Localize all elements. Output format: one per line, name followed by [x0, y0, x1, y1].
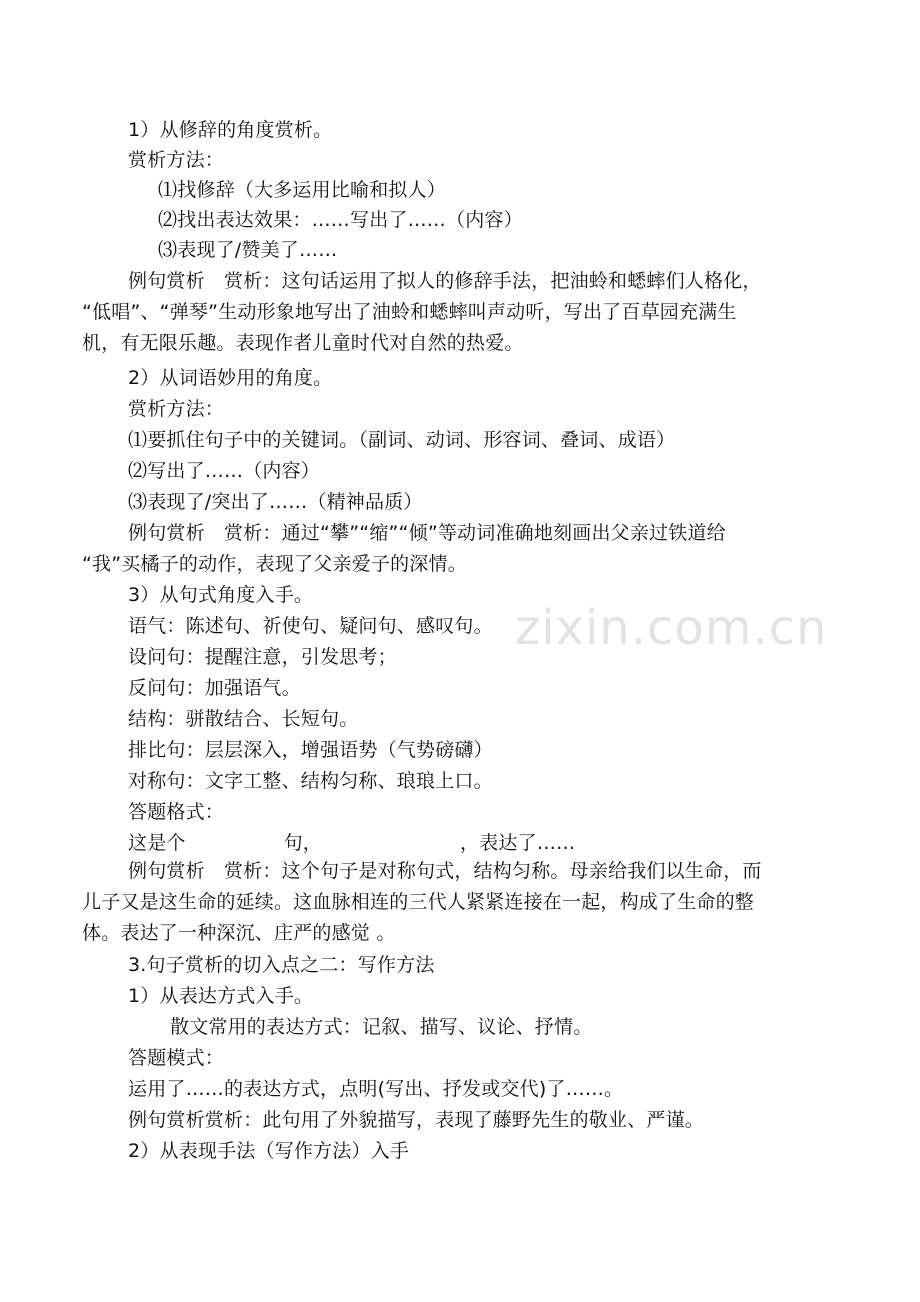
- sentence-tone-line: 语气：陈述句、祈使句、疑问句、感叹句。: [128, 615, 493, 637]
- watermark: zixin.com.cn: [515, 600, 828, 656]
- word-method-step-1: ⑴要抓住句子中的关键词。（副词、动词、形容词、叠词、成语）: [128, 429, 676, 451]
- method-label: 赏析方法：: [128, 149, 225, 171]
- section-heading-writing-method: 3.句子赏析的切入点之二：写作方法: [128, 954, 435, 976]
- method-label-2: 赏析方法：: [128, 398, 225, 420]
- example-analysis-1-line-2: “低唱”、“弹琴”生动形象地写出了油蛉和蟋蟀叫声动听，写出了百草园充满生: [82, 301, 737, 323]
- answer-model-line: 运用了……的表达方式，点明(写出、抒发或交代)了……。: [128, 1078, 624, 1100]
- symmetry-line: 对称句：文字工整、结构匀称、琅琅上口。: [128, 770, 493, 792]
- section-heading-word-use: 2）从词语妙用的角度。: [128, 367, 333, 389]
- section-heading-technique: 2）从表现手法（写作方法）入手: [128, 1140, 410, 1162]
- example-analysis-3-line-3: 体。表达了一种深沉、庄严的感觉 。: [82, 922, 396, 944]
- answer-format-template: [128, 828, 575, 858]
- method-step-2: ⑵找出表达效果：……写出了……（内容）: [158, 209, 523, 231]
- example-analysis-2-line-2: “我”买橘子的动作，表现了父亲爱子的深情。: [82, 553, 467, 575]
- section-heading-sentence-form: 3）从句式角度入手。: [128, 584, 314, 606]
- counter-question-line: 反问句：加强语气。: [128, 677, 301, 699]
- example-analysis-3-line-2: 儿子又是这生命的延续。这血脉相连的三代人紧紧连接在一起，构成了生命的整: [82, 891, 755, 913]
- example-analysis-4: 例句赏析赏析：此句用了外貌描写，表现了藤野先生的敬业、严谨。: [128, 1109, 705, 1131]
- answer-template-part-1: 这是个: [128, 832, 186, 854]
- structure-line: 结构：骈散结合、长短句。: [128, 708, 359, 730]
- example-analysis-3-line-1: 例句赏析 赏析：这个句子是对称句式，结构匀称。母亲给我们以生命，而: [128, 860, 762, 882]
- example-analysis-1-line-3: 机，有无限乐趣。表现作者儿童时代对自然的热爱。: [82, 332, 524, 354]
- example-analysis-1-line-1: 例句赏析 赏析：这句话运用了拟人的修辞手法，把油蛉和蟋蟀们人格化，: [128, 270, 762, 292]
- rhetorical-question-line: 设问句：提醒注意，引发思考；: [128, 646, 397, 668]
- expression-modes-line: 散文常用的表达方式：记叙、描写、议论、抒情。: [170, 1016, 593, 1038]
- section-heading-expression-mode: 1）从表达方式入手。: [128, 985, 314, 1007]
- example-analysis-2-line-1: 例句赏析 赏析：通过“攀”“缩”“倾”等动词准确地刻画出父亲过铁道给: [128, 522, 726, 544]
- answer-template-part-3: ，表达了……: [460, 832, 576, 854]
- method-step-1: ⑴找修辞（大多运用比喻和拟人）: [158, 179, 447, 201]
- section-heading-rhetoric: 1）从修辞的角度赏析。: [128, 119, 333, 141]
- answer-format-label: 答题格式：: [128, 801, 225, 823]
- answer-model-label: 答题模式：: [128, 1047, 225, 1069]
- word-method-step-2: ⑵写出了……（内容）: [128, 460, 321, 482]
- answer-template-part-2: 句，: [283, 832, 323, 854]
- parallelism-line: 排比句：层层深入，增强语势（气势磅礴）: [128, 739, 493, 761]
- method-step-3: ⑶表现了/赞美了……: [158, 239, 338, 261]
- word-method-step-3: ⑶表现了/突出了……（精神品质）: [128, 491, 423, 513]
